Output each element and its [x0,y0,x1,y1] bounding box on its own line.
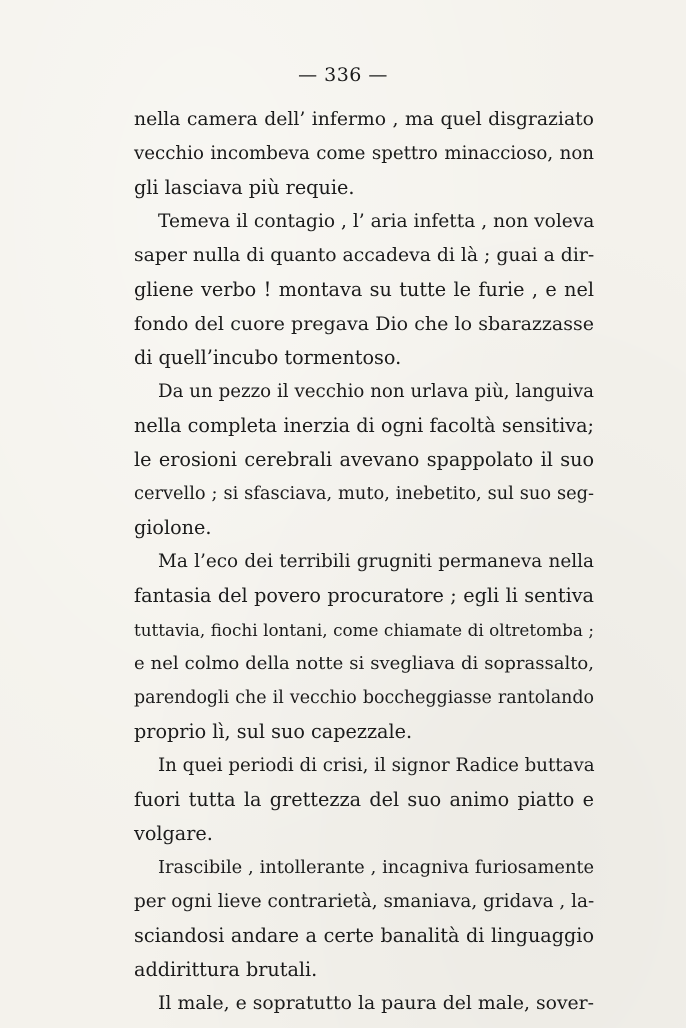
text-line: addirittura brutali. [134,958,318,981]
text-line: Il male, e sopratutto la paura del male, sover- [158,993,594,1014]
text-line: giolone. [134,516,212,539]
text-line: saper nulla di quanto accadeva di là ; guai a dir- [134,245,595,266]
text-line: gliene verbo ! montava su tutte le furie , e nel [134,278,594,301]
text-line: proprio lì, sul suo capezzale. [134,720,413,743]
text-line: di quell’incubo tormentoso. [134,346,402,369]
text-line: Temeva il contagio , l’ aria infetta , non voleva [158,211,595,232]
page-number: — 336 — [298,64,388,86]
text-line: Ma l’eco dei terribili grugniti permaneva nella [158,551,594,572]
text-line: nella completa inerzia di ogni facoltà sensitiva; [134,414,594,437]
body-text [134,103,594,1021]
text-line: fondo del cuore pregava Dio che lo sbarazzasse [134,313,594,335]
text-line: In quei periodi di crisi, il signor Radice buttava [158,755,595,776]
text-line: sciandosi andare a certe banalità di linguaggio [134,924,594,947]
text-line: tuttavia, fiochi lontani, come chiamate di oltretomba ; [134,620,594,640]
text-line: nella camera dell’ infermo , ma quel disgraziato [134,109,594,130]
text-line: fuori tutta la grettezza del suo animo piatto e [134,788,594,811]
text-line: e nel colmo della notte si svegliava di soprassalto, [134,653,594,674]
text-line: Irascibile , intollerante , incagniva furiosamente [158,857,594,878]
text-line: cervello ; si sfasciava, muto, inebetito, sul suo seg- [134,483,594,504]
text-line: fantasia del povero procuratore ; egli li sentiva [134,584,594,607]
text-line: per ogni lieve contrarietà, smaniava, gridava , la- [134,891,595,912]
text-line: vecchio incombeva come spettro minaccioso, non [134,143,594,164]
text-line: volgare. [134,822,213,845]
text-line: Da un pezzo il vecchio non urlava più, languiva [158,381,594,402]
text-line: gli lasciava più requie. [134,176,355,199]
text-line: le erosioni cerebrali avevano spappolato il suo [134,448,594,471]
text-line: parendogli che il vecchio boccheggiasse rantolando [134,688,594,708]
